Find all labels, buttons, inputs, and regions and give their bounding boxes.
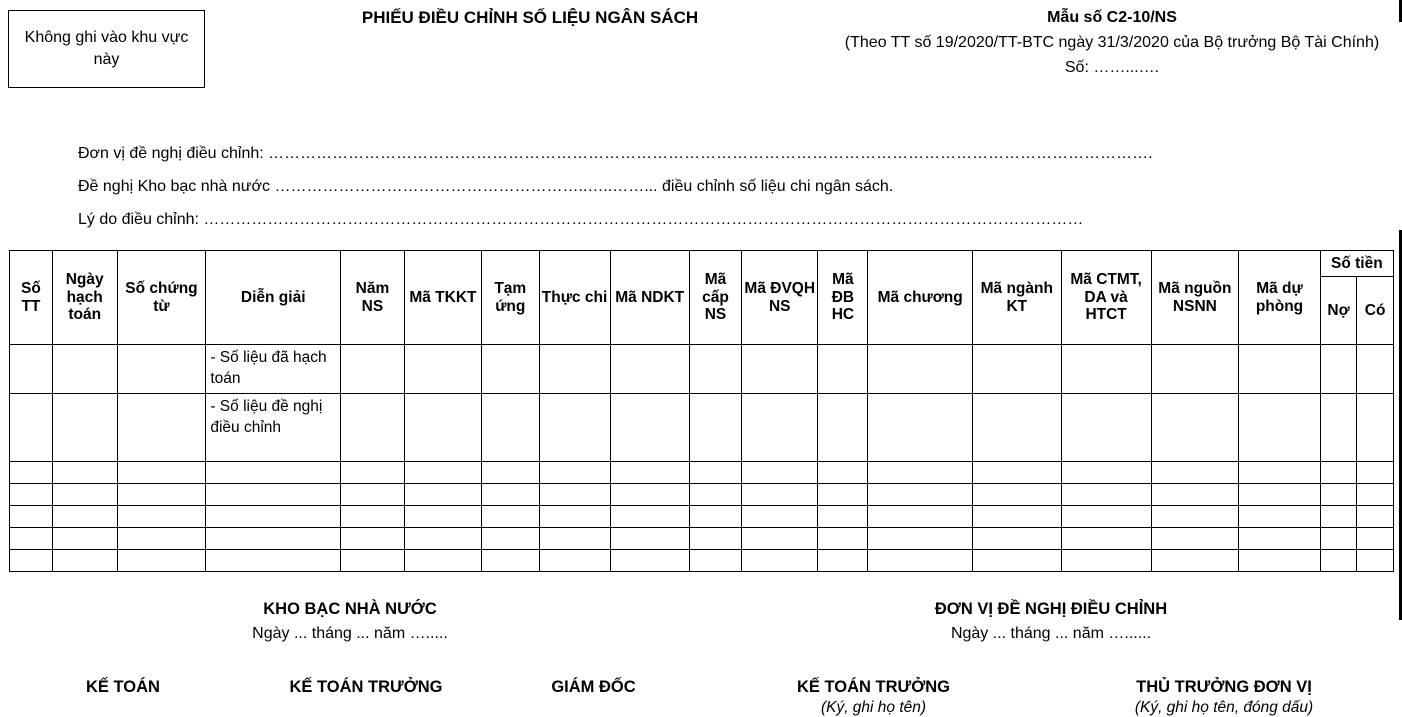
cell-stt[interactable] bbox=[10, 461, 53, 483]
cell-tam-ung[interactable] bbox=[482, 549, 539, 571]
cell-ma-dvqh-ns[interactable] bbox=[742, 393, 818, 461]
cell-ma-nguon-nsnn[interactable] bbox=[1151, 393, 1239, 461]
table-row[interactable] bbox=[10, 527, 1394, 549]
cell-tam-ung[interactable] bbox=[482, 483, 539, 505]
col-header-ma-ndkt: Mã NDKT bbox=[610, 251, 689, 345]
cell-no[interactable] bbox=[1320, 393, 1357, 461]
cell-co[interactable] bbox=[1357, 505, 1394, 527]
cell-ma-nganh-kt[interactable] bbox=[972, 461, 1061, 483]
cell-ma-cap-ns[interactable] bbox=[689, 505, 741, 527]
role-label: THỦ TRƯỞNG ĐƠN VỊ bbox=[1136, 678, 1312, 696]
adjustment-table-wrapper bbox=[9, 250, 1394, 572]
cell-ngay-hach-toan[interactable] bbox=[52, 461, 117, 483]
cell-nam-ns[interactable] bbox=[341, 461, 405, 483]
col-header-ma-tkkt: Mã TKKT bbox=[404, 251, 481, 345]
cell-no[interactable] bbox=[1320, 461, 1357, 483]
cell-ma-tkkt[interactable] bbox=[404, 549, 481, 571]
cell-ma-nguon-nsnn[interactable] bbox=[1151, 505, 1239, 527]
treasury-block bbox=[0, 600, 700, 643]
cell-ma-ctmt[interactable] bbox=[1061, 527, 1151, 549]
cell-ma-dvqh-ns[interactable] bbox=[742, 461, 818, 483]
cell-co[interactable] bbox=[1357, 345, 1394, 394]
cell-ma-ndkt[interactable] bbox=[610, 345, 689, 394]
col-header-so-chung-tu: Số chứng từ bbox=[117, 251, 206, 345]
cell-ma-ctmt[interactable] bbox=[1061, 393, 1151, 461]
cell-no[interactable] bbox=[1320, 505, 1357, 527]
unit-date: Ngày ... tháng ... năm …...... bbox=[950, 625, 1152, 642]
cell-ma-chuong[interactable] bbox=[868, 461, 972, 483]
cell-ma-ctmt[interactable] bbox=[1061, 345, 1151, 394]
cell-co[interactable] bbox=[1357, 461, 1394, 483]
cell-tam-ung[interactable] bbox=[482, 461, 539, 483]
cell-ma-db-hc[interactable] bbox=[818, 549, 868, 571]
cell-so-chung-tu[interactable] bbox=[117, 461, 206, 483]
col-header-nam-ns: Năm NS bbox=[341, 251, 405, 345]
col-header-stt: Số TT bbox=[10, 251, 53, 345]
cell-tam-ung[interactable] bbox=[482, 393, 539, 461]
cell-ma-nguon-nsnn[interactable] bbox=[1151, 549, 1239, 571]
cell-ma-ndkt[interactable] bbox=[610, 393, 689, 461]
cell-ma-db-hc[interactable] bbox=[818, 461, 868, 483]
cell-dien-giai[interactable] bbox=[206, 549, 341, 571]
cell-ma-dvqh-ns[interactable] bbox=[742, 549, 818, 571]
cell-ma-db-hc[interactable] bbox=[818, 527, 868, 549]
cell-ma-ndkt[interactable] bbox=[610, 505, 689, 527]
cell-tam-ung[interactable] bbox=[482, 345, 539, 394]
cell-so-chung-tu[interactable] bbox=[117, 549, 206, 571]
role-note: (Ký, ghi họ tên) bbox=[820, 699, 927, 716]
cell-ma-du-phong[interactable] bbox=[1239, 345, 1320, 394]
cell-so-chung-tu[interactable] bbox=[117, 345, 206, 394]
form-number: Số: ……...…. bbox=[1064, 58, 1160, 76]
cell-ma-nguon-nsnn[interactable] bbox=[1151, 527, 1239, 549]
cell-ngay-hach-toan[interactable] bbox=[52, 483, 117, 505]
intro-section bbox=[78, 145, 1388, 244]
signature-section bbox=[0, 600, 1402, 716]
cell-ngay-hach-toan[interactable] bbox=[52, 527, 117, 549]
table-row[interactable] bbox=[10, 505, 1394, 527]
cell-ma-ctmt[interactable] bbox=[1061, 505, 1151, 527]
col-header-ma-chuong: Mã chương bbox=[868, 251, 972, 345]
col-header-tam-ung: Tạm ứng bbox=[482, 251, 539, 345]
intro-line-reason: Lý do điều chỉnh: ………………………………………………………………………………………………………………………………………………… bbox=[78, 211, 1084, 228]
do-not-write-box bbox=[8, 10, 205, 88]
intro-line-unit: Đơn vị đề nghị điều chỉnh: …………………………………………………………………………………………………………………………………………………. bbox=[78, 145, 1153, 162]
cell-ma-dvqh-ns[interactable] bbox=[742, 483, 818, 505]
table-row[interactable] bbox=[10, 461, 1394, 483]
cell-ngay-hach-toan[interactable] bbox=[52, 549, 117, 571]
unit-title: ĐƠN VỊ ĐỀ NGHỊ ĐIỀU CHỈNH bbox=[934, 600, 1168, 618]
cell-ma-tkkt[interactable] bbox=[404, 461, 481, 483]
cell-nam-ns[interactable] bbox=[341, 393, 405, 461]
form-meta bbox=[832, 6, 1392, 80]
cell-no[interactable] bbox=[1320, 527, 1357, 549]
col-header-ngay-hach-toan: Ngày hạch toán bbox=[52, 251, 117, 345]
col-header-thuc-chi: Thực chi bbox=[539, 251, 610, 345]
col-header-ma-nganh-kt: Mã ngành KT bbox=[972, 251, 1061, 345]
cell-ma-nganh-kt[interactable] bbox=[972, 393, 1061, 461]
cell-ma-du-phong[interactable] bbox=[1239, 505, 1320, 527]
cell-tam-ung[interactable] bbox=[482, 527, 539, 549]
signature-block-titles bbox=[0, 600, 1402, 643]
role-label: GIÁM ĐỐC bbox=[551, 678, 636, 696]
cell-ngay-hach-toan[interactable] bbox=[52, 345, 117, 394]
cell-so-chung-tu[interactable] bbox=[117, 483, 206, 505]
cell-dien-giai[interactable]: - Số liệu đã hạch toán bbox=[206, 345, 341, 394]
cell-ma-cap-ns[interactable] bbox=[689, 393, 741, 461]
cell-ma-ndkt[interactable] bbox=[610, 549, 689, 571]
cell-ngay-hach-toan[interactable] bbox=[52, 393, 117, 461]
cell-co[interactable] bbox=[1357, 393, 1394, 461]
cell-so-chung-tu[interactable] bbox=[117, 393, 206, 461]
cell-thuc-chi[interactable] bbox=[539, 483, 610, 505]
signature-roles bbox=[0, 678, 1402, 717]
cell-dien-giai[interactable] bbox=[206, 527, 341, 549]
cell-ma-tkkt[interactable] bbox=[404, 345, 481, 394]
cell-stt[interactable] bbox=[10, 393, 53, 461]
cell-thuc-chi[interactable] bbox=[539, 527, 610, 549]
intro-line-treasury: Đề nghị Kho bạc nhà nước …………………………………………………..…..……... điều chỉnh số liệu chi ngân sách. bbox=[78, 178, 894, 195]
treasury-date: Ngày ... tháng ... năm …..... bbox=[252, 625, 448, 642]
cell-so-chung-tu[interactable] bbox=[117, 527, 206, 549]
cell-nam-ns[interactable] bbox=[341, 527, 405, 549]
cell-ma-nganh-kt[interactable] bbox=[972, 527, 1061, 549]
cell-ma-tkkt[interactable] bbox=[404, 483, 481, 505]
role-label: KẾ TOÁN TRƯỞNG bbox=[796, 678, 951, 696]
cell-ma-nganh-kt[interactable] bbox=[972, 483, 1061, 505]
cell-ma-cap-ns[interactable] bbox=[689, 527, 741, 549]
role-thu-truong-don-vi bbox=[1046, 678, 1402, 717]
cell-thuc-chi[interactable] bbox=[539, 461, 610, 483]
cell-ma-nguon-nsnn[interactable] bbox=[1151, 345, 1239, 394]
do-not-write-text: Không ghi vào khu vực này bbox=[24, 29, 189, 68]
cell-tam-ung[interactable] bbox=[482, 505, 539, 527]
cell-ma-db-hc[interactable] bbox=[818, 345, 868, 394]
cell-thuc-chi[interactable] bbox=[539, 505, 610, 527]
form-circular: (Theo TT số 19/2020/TT-BTC ngày 31/3/2020 của Bộ trưởng Bộ Tài Chính) bbox=[844, 33, 1380, 51]
table-row[interactable] bbox=[10, 345, 1394, 394]
cell-ngay-hach-toan[interactable] bbox=[52, 505, 117, 527]
cell-ma-ctmt[interactable] bbox=[1061, 483, 1151, 505]
cell-ma-nguon-nsnn[interactable] bbox=[1151, 483, 1239, 505]
cell-stt[interactable] bbox=[10, 483, 53, 505]
col-header-ma-db-hc: Mã ĐB HC bbox=[818, 251, 868, 345]
adjustment-table bbox=[9, 250, 1394, 572]
cell-ma-tkkt[interactable] bbox=[404, 527, 481, 549]
table-row[interactable] bbox=[10, 483, 1394, 505]
page-title: PHIẾU ĐIỀU CHỈNH SỐ LIỆU NGÂN SÁCH bbox=[361, 8, 699, 27]
col-header-ma-cap-ns: Mã cấp NS bbox=[689, 251, 741, 345]
role-label: KẾ TOÁN TRƯỞNG bbox=[289, 678, 443, 696]
cell-ma-du-phong[interactable] bbox=[1239, 393, 1320, 461]
cell-ma-chuong[interactable] bbox=[868, 549, 972, 571]
role-label: KẾ TOÁN bbox=[86, 678, 160, 696]
cell-ma-ndkt[interactable] bbox=[610, 461, 689, 483]
col-header-so-tien: Số tiền bbox=[1320, 251, 1393, 277]
cell-stt[interactable] bbox=[10, 527, 53, 549]
treasury-title: KHO BẠC NHÀ NƯỚC bbox=[263, 600, 437, 618]
cell-thuc-chi[interactable] bbox=[539, 549, 610, 571]
col-header-ma-ctmt: Mã CTMT, DA và HTCT bbox=[1061, 251, 1151, 345]
cell-ma-ctmt[interactable] bbox=[1061, 461, 1151, 483]
cell-ma-dvqh-ns[interactable] bbox=[742, 345, 818, 394]
cell-dien-giai[interactable]: - Số liệu đề nghị điều chỉnh bbox=[206, 393, 341, 461]
cell-co[interactable] bbox=[1357, 483, 1394, 505]
cell-ma-chuong[interactable] bbox=[868, 393, 972, 461]
cell-ma-du-phong[interactable] bbox=[1239, 461, 1320, 483]
cell-ma-ctmt[interactable] bbox=[1061, 549, 1151, 571]
cell-ma-du-phong[interactable] bbox=[1239, 527, 1320, 549]
cell-stt[interactable] bbox=[10, 345, 53, 394]
header-row-main bbox=[10, 251, 1394, 277]
cell-ma-cap-ns[interactable] bbox=[689, 345, 741, 394]
role-ke-toan-truong-dv bbox=[701, 678, 1046, 717]
cell-ma-ndkt[interactable] bbox=[610, 483, 689, 505]
cell-ma-chuong[interactable] bbox=[868, 505, 972, 527]
cell-ma-dvqh-ns[interactable] bbox=[742, 505, 818, 527]
cell-stt[interactable] bbox=[10, 549, 53, 571]
cell-nam-ns[interactable] bbox=[341, 345, 405, 394]
cell-dien-giai[interactable] bbox=[206, 461, 341, 483]
col-header-co: Có bbox=[1357, 277, 1394, 345]
cell-ma-nganh-kt[interactable] bbox=[972, 505, 1061, 527]
cell-ma-db-hc[interactable] bbox=[818, 393, 868, 461]
col-header-ma-dvqh-ns: Mã ĐVQH NS bbox=[742, 251, 818, 345]
cell-nam-ns[interactable] bbox=[341, 483, 405, 505]
col-header-ma-nguon-nsnn: Mã nguồn NSNN bbox=[1151, 251, 1239, 345]
cell-so-chung-tu[interactable] bbox=[117, 505, 206, 527]
cell-ma-db-hc[interactable] bbox=[818, 483, 868, 505]
role-note: (Ký, ghi họ tên, đóng dấu) bbox=[1134, 699, 1314, 716]
cell-ma-du-phong[interactable] bbox=[1239, 483, 1320, 505]
cell-no[interactable] bbox=[1320, 345, 1357, 394]
unit-block bbox=[700, 600, 1402, 643]
role-giam-doc bbox=[486, 678, 701, 717]
cell-ma-nguon-nsnn[interactable] bbox=[1151, 461, 1239, 483]
table-body bbox=[10, 345, 1394, 572]
role-ke-toan bbox=[0, 678, 246, 717]
cell-ma-dvqh-ns[interactable] bbox=[742, 527, 818, 549]
cell-ma-nganh-kt[interactable] bbox=[972, 345, 1061, 394]
cell-ma-chuong[interactable] bbox=[868, 483, 972, 505]
cell-ma-nganh-kt[interactable] bbox=[972, 549, 1061, 571]
col-header-ma-du-phong: Mã dự phòng bbox=[1239, 251, 1320, 345]
col-header-no: Nợ bbox=[1320, 277, 1357, 345]
cell-co[interactable] bbox=[1357, 549, 1394, 571]
cell-ma-cap-ns[interactable] bbox=[689, 483, 741, 505]
table-head bbox=[10, 251, 1394, 345]
role-ke-toan-truong-kb bbox=[246, 678, 486, 717]
cell-nam-ns[interactable] bbox=[341, 505, 405, 527]
table-row[interactable] bbox=[10, 393, 1394, 461]
cell-nam-ns[interactable] bbox=[341, 549, 405, 571]
cell-ma-cap-ns[interactable] bbox=[689, 549, 741, 571]
cell-thuc-chi[interactable] bbox=[539, 393, 610, 461]
cell-ma-tkkt[interactable] bbox=[404, 505, 481, 527]
col-header-dien-giai: Diễn giải bbox=[206, 251, 341, 345]
cell-no[interactable] bbox=[1320, 549, 1357, 571]
cell-ma-ndkt[interactable] bbox=[610, 527, 689, 549]
form-code: Mẫu số C2-10/NS bbox=[1047, 9, 1177, 26]
cell-ma-db-hc[interactable] bbox=[818, 505, 868, 527]
document-header bbox=[0, 0, 1402, 110]
cell-ma-tkkt[interactable] bbox=[404, 393, 481, 461]
cell-co[interactable] bbox=[1357, 527, 1394, 549]
cell-stt[interactable] bbox=[10, 505, 53, 527]
cell-no[interactable] bbox=[1320, 483, 1357, 505]
table-row[interactable] bbox=[10, 549, 1394, 571]
cell-ma-du-phong[interactable] bbox=[1239, 549, 1320, 571]
cell-dien-giai[interactable] bbox=[206, 483, 341, 505]
cell-ma-chuong[interactable] bbox=[868, 527, 972, 549]
cell-dien-giai[interactable] bbox=[206, 505, 341, 527]
cell-thuc-chi[interactable] bbox=[539, 345, 610, 394]
cell-ma-cap-ns[interactable] bbox=[689, 461, 741, 483]
cell-ma-chuong[interactable] bbox=[868, 345, 972, 394]
